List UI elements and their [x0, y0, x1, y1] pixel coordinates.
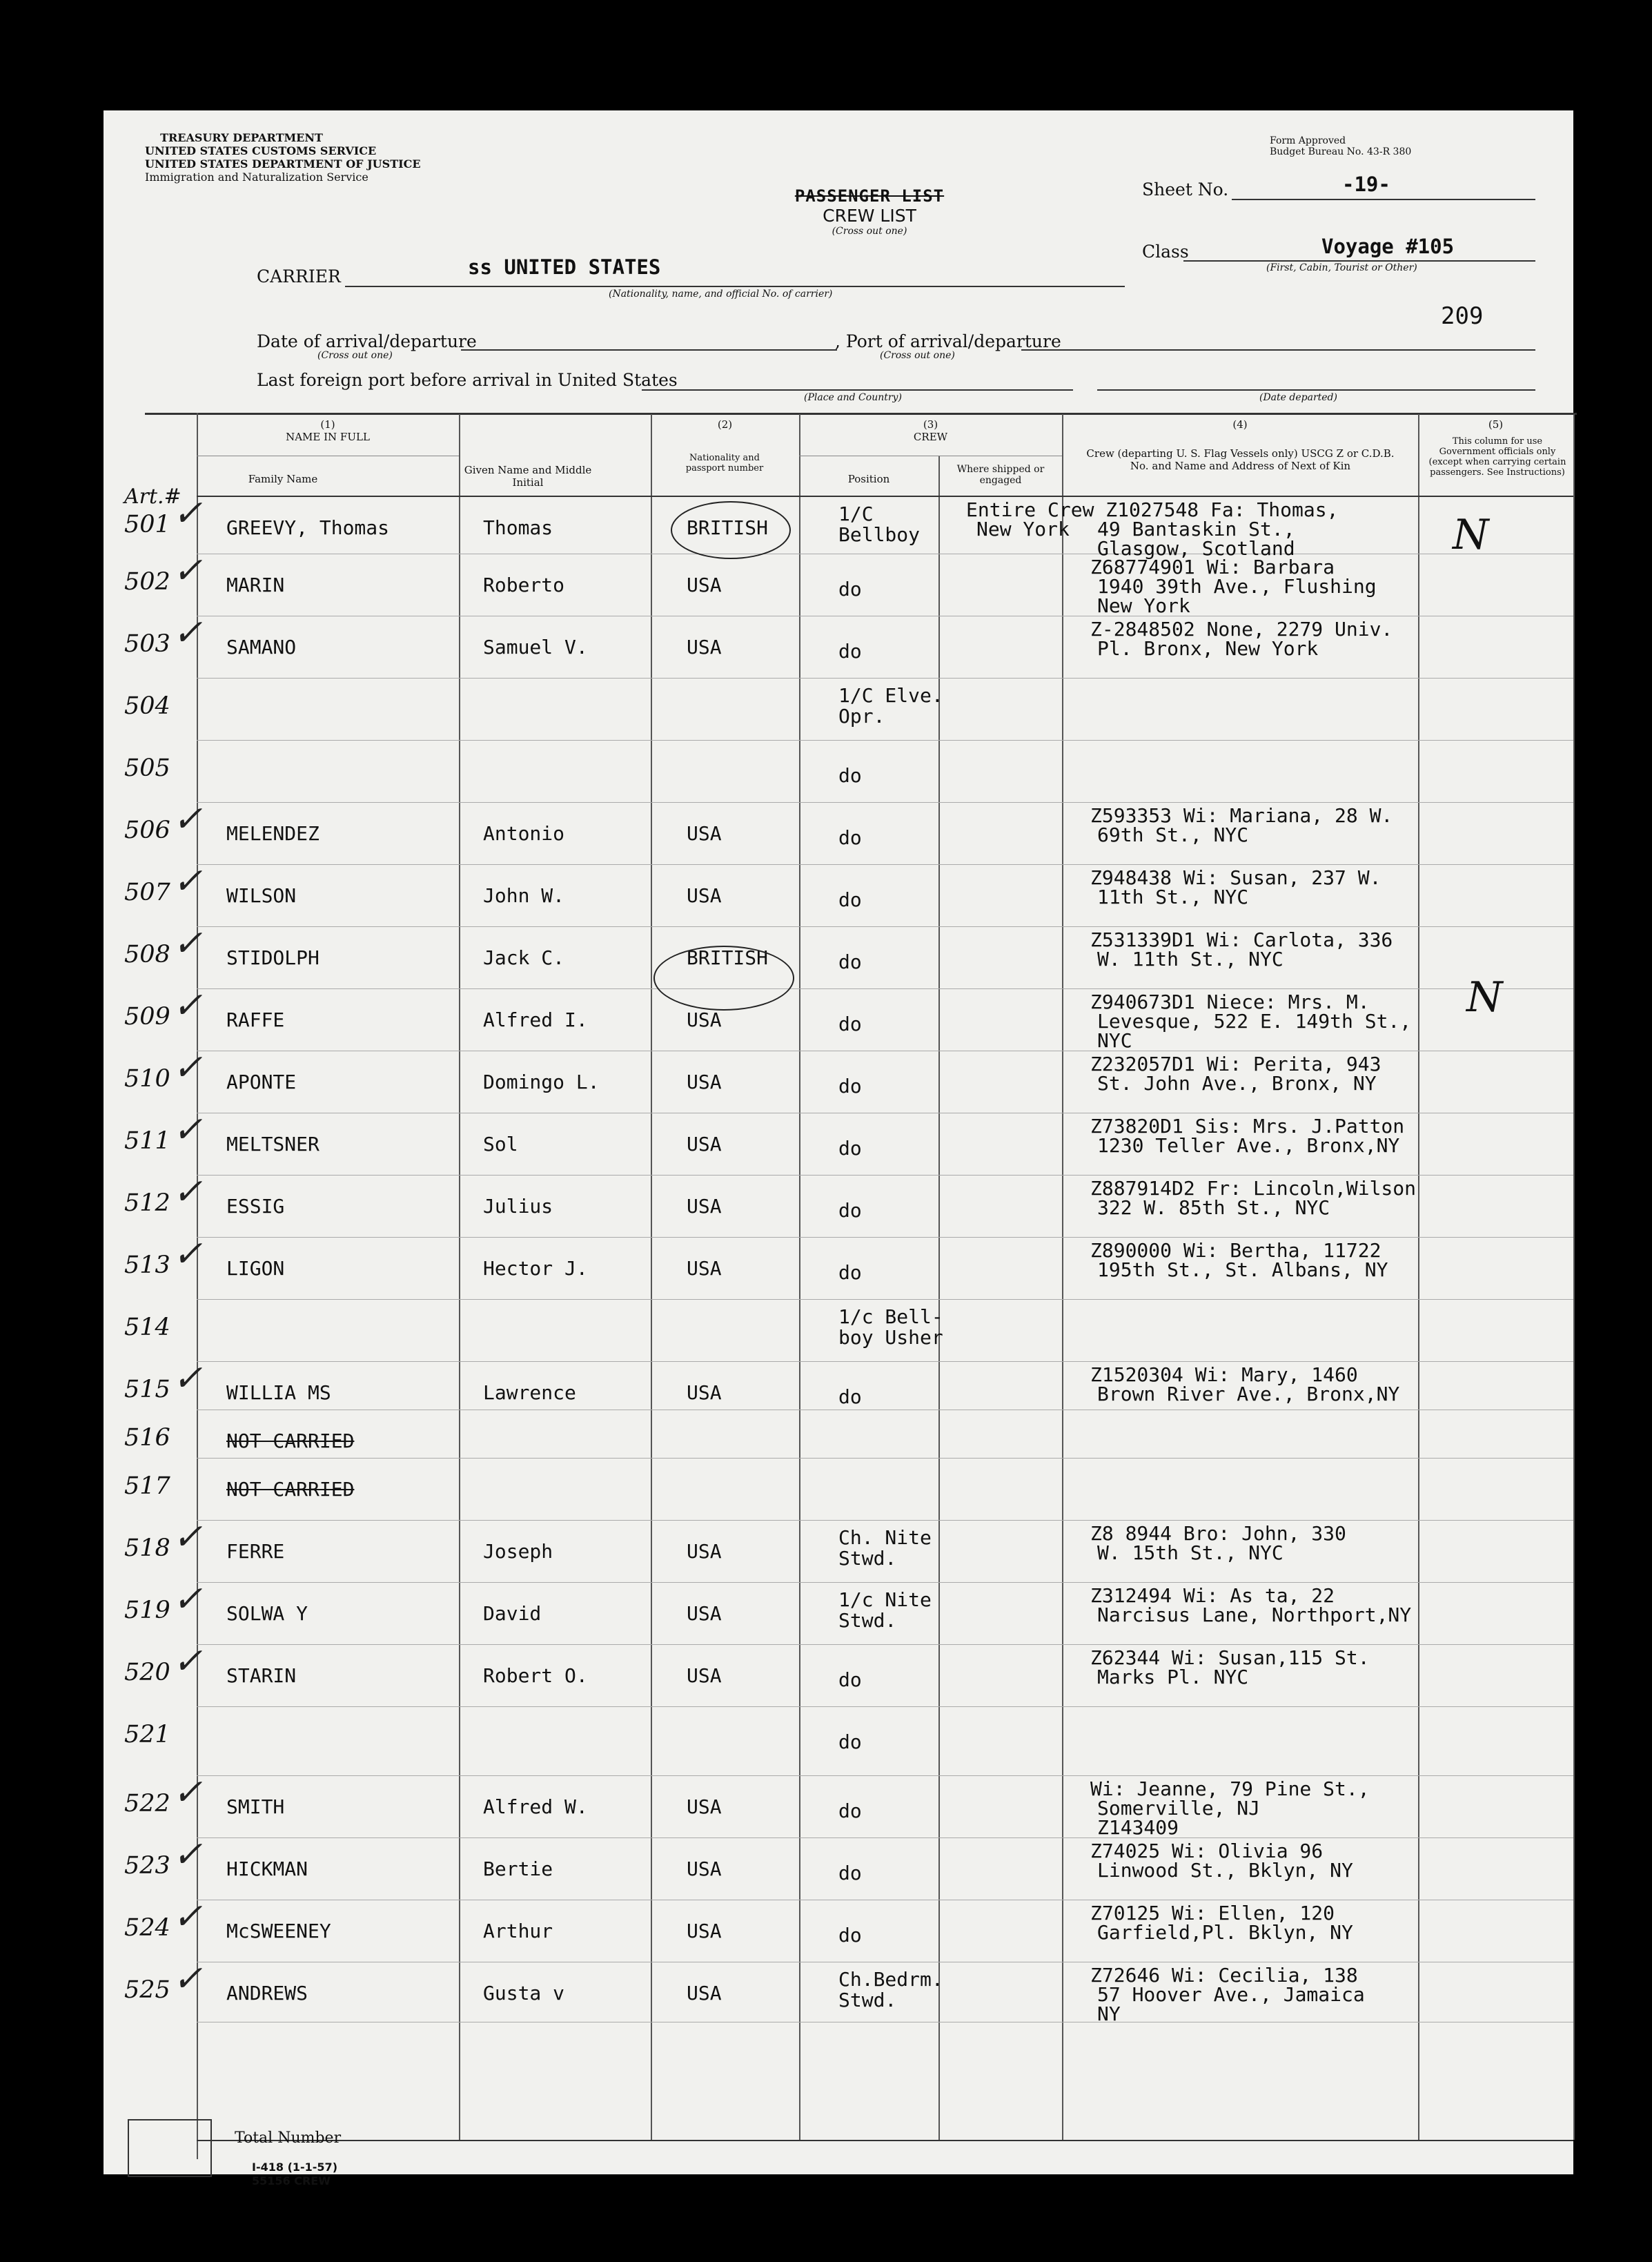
- given-name: Roberto: [483, 574, 565, 596]
- position: 1/c Nite: [838, 1588, 932, 1611]
- position: do: [838, 1261, 862, 1284]
- nationality: USA: [687, 1664, 722, 1687]
- table-row-divider: [197, 802, 1573, 803]
- art-number: 517: [124, 1472, 170, 1500]
- class-line: [1183, 260, 1535, 262]
- next-of-kin: Z1520304 Wi: Mary, 1460: [1090, 1363, 1358, 1386]
- next-of-kin-line2: 1230 Teller Ave., Bronx,NY: [1097, 1134, 1400, 1157]
- family-name: MELENDEZ: [226, 822, 319, 845]
- next-of-kin-line2: W. 15th St., NYC: [1097, 1541, 1284, 1564]
- art-number: 524: [124, 1914, 170, 1942]
- next-of-kin: Wi: Jeanne, 79 Pine St.,: [1090, 1777, 1370, 1800]
- check-mark: ✓: [173, 1517, 203, 1558]
- next-of-kin: Z890000 Wi: Bertha, 11722: [1090, 1239, 1381, 1262]
- check-mark: ✓: [173, 550, 203, 592]
- family-name: McSWEENEY: [226, 1920, 331, 1942]
- col3-title: CREW: [913, 431, 948, 443]
- art-number: 507: [124, 879, 170, 906]
- family-name: NOT CARRIED: [226, 1478, 355, 1501]
- next-of-kin: Z68774901 Wi: Barbara: [1090, 556, 1335, 578]
- next-of-kin-line2: W. 11th St., NYC: [1097, 948, 1284, 971]
- art-number: 521: [124, 1721, 170, 1748]
- nationality-circle: [653, 946, 794, 1011]
- nationality: USA: [687, 1858, 722, 1880]
- carrier-value: ss UNITED STATES: [468, 255, 661, 279]
- class-value: Voyage #105: [1321, 235, 1455, 258]
- art-number: 518: [124, 1534, 170, 1562]
- col1-heading: [197, 418, 459, 443]
- passenger-list-title: PASSENGER LIST: [794, 186, 945, 206]
- nationality: USA: [687, 1540, 722, 1563]
- nationality: USA: [687, 1602, 722, 1625]
- date-line: [461, 349, 837, 351]
- position: do: [838, 1013, 862, 1035]
- table-row-divider: [197, 740, 1573, 741]
- check-mark: ✓: [173, 1579, 203, 1620]
- position: do: [838, 1862, 862, 1884]
- position: Ch.Bedrm.: [838, 1968, 943, 1991]
- family-name: ANDREWS: [226, 1982, 308, 2005]
- next-of-kin-line3: Z143409: [1097, 1816, 1179, 1839]
- next-of-kin: Z531339D1 Wi: Carlota, 336: [1090, 928, 1393, 951]
- art-number: 509: [124, 1003, 170, 1031]
- next-of-kin-line2: 49 Bantaskin St.,: [1097, 518, 1295, 540]
- art-number: 513: [124, 1251, 170, 1279]
- port-line: [1021, 349, 1535, 351]
- nationality: USA: [687, 822, 722, 845]
- form-approved-line: Form Approved: [1270, 135, 1346, 146]
- position-line2: boy Usher: [838, 1326, 943, 1349]
- nationality: USA: [687, 1008, 722, 1031]
- given-name: Joseph: [483, 1540, 553, 1563]
- next-of-kin: Z8 8944 Bro: John, 330: [1090, 1522, 1346, 1545]
- total-number-label: Total Number: [235, 2129, 342, 2147]
- next-of-kin: Z74025 Wi: Olivia 96: [1090, 1840, 1324, 1862]
- where-shipped: New York: [976, 518, 1070, 540]
- family-name: STIDOLPH: [226, 946, 319, 969]
- check-mark: ✓: [173, 1958, 203, 2000]
- art-number: 504: [124, 692, 170, 720]
- art-number: 514: [124, 1314, 170, 1341]
- form-id: I-418 (1-1-57): [252, 2161, 337, 2174]
- col5-heading: This column for use Government officials only (except when carrying certain passengers. See Instructions): [1428, 436, 1566, 478]
- position: 1/C Elve.: [838, 684, 943, 707]
- sheet-value: -19-: [1342, 173, 1390, 196]
- given-name: Gusta v: [483, 1982, 565, 2005]
- given-name: Sol: [483, 1133, 518, 1156]
- next-of-kin-line2: Garfield,Pl. Bklyn, NY: [1097, 1921, 1353, 1944]
- next-of-kin-line2: Levesque, 522 E. 149th St.,: [1097, 1010, 1412, 1033]
- position: do: [838, 826, 862, 849]
- check-mark: ✓: [173, 493, 203, 534]
- next-of-kin: Z232057D1 Wi: Perita, 943: [1090, 1053, 1381, 1075]
- col-divider: [1573, 414, 1575, 2140]
- col-divider: [938, 456, 940, 2140]
- agency-line: UNITED STATES DEPARTMENT OF JUSTICE: [145, 157, 421, 170]
- next-of-kin: Z940673D1 Niece: Mrs. M.: [1090, 991, 1370, 1013]
- nationality: USA: [687, 1795, 722, 1818]
- family-name: ESSIG: [226, 1195, 285, 1218]
- next-of-kin: Entire Crew Z1027548 Fa: Thomas,: [966, 498, 1339, 521]
- date-arrival-label: Date of arrival/departure: [257, 331, 477, 351]
- family-name-heading: Family Name: [248, 473, 318, 485]
- col1-number: (1): [320, 418, 335, 431]
- family-name: WILLIA MS: [226, 1381, 331, 1404]
- next-of-kin-line2: Brown River Ave., Bronx,NY: [1097, 1383, 1400, 1405]
- position: do: [838, 950, 862, 973]
- next-of-kin-line2: 69th St., NYC: [1097, 823, 1249, 846]
- next-of-kin-line2: Somerville, NJ: [1097, 1797, 1261, 1820]
- next-of-kin-line2: 1940 39th Ave., Flushing: [1097, 575, 1377, 598]
- carrier-line: [345, 286, 1125, 287]
- art-label: Art.#: [124, 485, 181, 509]
- table-row-divider: [197, 864, 1573, 865]
- table-row-divider: [197, 678, 1573, 679]
- nationality: USA: [687, 1920, 722, 1942]
- check-mark: ✓: [173, 985, 203, 1026]
- art-number: 508: [124, 941, 170, 968]
- approval-mark: N: [1453, 511, 1489, 559]
- next-of-kin-line2: St. John Ave., Bronx, NY: [1097, 1072, 1377, 1095]
- cross-out-caption: (Cross out one): [832, 226, 907, 237]
- table-row-divider: [197, 1520, 1573, 1521]
- header-bottom-line: [197, 496, 1573, 497]
- nationality: USA: [687, 1071, 722, 1093]
- date-departed-caption: (Date departed): [1259, 392, 1337, 403]
- check-mark: ✓: [173, 1358, 203, 1399]
- position-line2: Stwd.: [838, 1609, 897, 1632]
- check-mark: ✓: [173, 1234, 203, 1275]
- family-name: LIGON: [226, 1257, 285, 1280]
- art-number: 503: [124, 630, 170, 658]
- nationality-circle: [671, 501, 791, 559]
- given-name: Arthur: [483, 1920, 553, 1942]
- check-mark: ✓: [173, 1109, 203, 1151]
- art-number: 520: [124, 1659, 170, 1686]
- given-name: Alfred I.: [483, 1008, 588, 1031]
- art-number: 505: [124, 754, 170, 782]
- table-row-divider: [197, 1361, 1573, 1362]
- position: do: [838, 888, 862, 911]
- col4-number: (4): [1232, 418, 1248, 431]
- next-of-kin: Z72646 Wi: Cecilia, 138: [1090, 1964, 1358, 1987]
- table-row-divider: [197, 1644, 1573, 1645]
- col-divider: [1418, 414, 1419, 2140]
- col1-title: NAME IN FULL: [286, 431, 370, 443]
- art-number: 515: [124, 1376, 170, 1403]
- check-mark: ✓: [173, 612, 203, 654]
- col-divider: [799, 414, 800, 2140]
- next-of-kin-line2: Pl. Bronx, New York: [1097, 637, 1319, 660]
- given-name: Robert O.: [483, 1664, 588, 1687]
- given-name: Julius: [483, 1195, 553, 1218]
- col5-number: (5): [1488, 418, 1504, 431]
- next-of-kin: Z312494 Wi: As ta, 22: [1090, 1584, 1335, 1607]
- check-mark: ✓: [173, 1641, 203, 1682]
- next-of-kin-line2: 57 Hoover Ave., Jamaica: [1097, 1983, 1365, 2006]
- title-block: [766, 186, 973, 237]
- family-name: SAMANO: [226, 636, 297, 659]
- col3-number: (3): [923, 418, 938, 431]
- art-number: 502: [124, 568, 170, 596]
- position: do: [838, 764, 862, 787]
- port-caption: (Cross out one): [880, 350, 955, 361]
- table-row-divider: [197, 1458, 1573, 1459]
- table-row-divider: [197, 926, 1573, 927]
- check-mark: ✓: [173, 1171, 203, 1213]
- port-arrival-label: , Port of arrival/departure: [835, 331, 1061, 351]
- col4-heading: Crew (departing U. S. Flag Vessels only) USCG Z or C.D.B. No. and Name and Address of Next of Kin: [1086, 447, 1395, 472]
- given-name: Hector J.: [483, 1257, 588, 1280]
- position: do: [838, 640, 862, 663]
- position: 1/C: [838, 503, 874, 525]
- nationality-heading: Nationality and passport number: [685, 453, 764, 474]
- check-mark: ✓: [173, 861, 203, 902]
- class-label: Class: [1142, 242, 1189, 262]
- position-line2: Opr.: [838, 705, 885, 728]
- art-number: 512: [124, 1189, 170, 1217]
- art-number: 516: [124, 1424, 170, 1452]
- sheet-line: [1232, 199, 1535, 200]
- position-line2: Bellboy: [838, 523, 921, 546]
- date-departed-line: [1097, 389, 1535, 391]
- form-approved: [1270, 135, 1411, 157]
- nationality: USA: [687, 1257, 722, 1280]
- agency-header: [145, 131, 421, 184]
- page-number: 209: [1441, 302, 1484, 330]
- next-of-kin: Z62344 Wi: Susan,115 St.: [1090, 1646, 1370, 1669]
- position-line2: Stwd.: [838, 1547, 897, 1570]
- nationality: USA: [687, 636, 722, 659]
- table-row-divider: [197, 1175, 1573, 1176]
- given-name: Alfred W.: [483, 1795, 588, 1818]
- next-of-kin-line2: 195th St., St. Albans, NY: [1097, 1258, 1388, 1281]
- carrier-caption: (Nationality, name, and official No. of carrier): [609, 289, 833, 300]
- next-of-kin-line3: NY: [1097, 2002, 1121, 2025]
- art-number: 525: [124, 1976, 170, 2004]
- position: do: [838, 1668, 862, 1691]
- family-name: FERRE: [226, 1540, 285, 1563]
- family-name: STARIN: [226, 1664, 297, 1687]
- next-of-kin-line2: Narcisus Lane, Northport,NY: [1097, 1603, 1412, 1626]
- family-name: WILSON: [226, 884, 297, 907]
- family-name: GREEVY, Thomas: [226, 516, 390, 539]
- nationality: USA: [687, 1133, 722, 1156]
- family-name: SOLWA Y: [226, 1602, 308, 1625]
- nationality: USA: [687, 574, 722, 596]
- family-name: HICKMAN: [226, 1858, 308, 1880]
- table-row-divider: [197, 1237, 1573, 1238]
- table-row-divider: [197, 1837, 1573, 1838]
- col2-number: (2): [717, 418, 733, 431]
- table-row-divider: [197, 1582, 1573, 1583]
- position-line2: Stwd.: [838, 1989, 897, 2011]
- col-divider: [651, 414, 652, 2140]
- crew-list-document: [104, 110, 1573, 2187]
- family-name: APONTE: [226, 1071, 297, 1093]
- given-name: John W.: [483, 884, 565, 907]
- nationality: BRITISH: [687, 946, 769, 969]
- next-of-kin-line3: NYC: [1097, 1029, 1132, 1052]
- given-name: David: [483, 1602, 542, 1625]
- given-name: Thomas: [483, 516, 553, 539]
- position-heading: Position: [847, 473, 890, 485]
- table-row-divider: [197, 1775, 1573, 1776]
- position: do: [838, 1924, 862, 1947]
- next-of-kin: Z887914D2 Fr: Lincoln,Wilson: [1090, 1177, 1417, 1200]
- family-name: MARIN: [226, 574, 285, 596]
- form-number: [252, 2161, 337, 2188]
- sheet-label: Sheet No.: [1142, 179, 1229, 199]
- nationality: USA: [687, 1982, 722, 2005]
- next-of-kin-line3: Glasgow, Scotland: [1097, 537, 1295, 560]
- art-number: 519: [124, 1597, 170, 1624]
- check-mark: ✓: [173, 1834, 203, 1875]
- next-of-kin-line2: Linwood St., Bklyn, NY: [1097, 1859, 1353, 1882]
- last-port-label: Last foreign port before arrival in United States: [257, 370, 678, 390]
- check-mark: ✓: [173, 923, 203, 964]
- art-number: 523: [124, 1852, 170, 1880]
- last-port-line: [642, 389, 1073, 391]
- art-number: 510: [124, 1065, 170, 1093]
- given-name: Domingo L.: [483, 1071, 600, 1093]
- col-divider: [1062, 414, 1063, 2140]
- col-divider: [459, 414, 460, 2140]
- approval-mark: N: [1466, 973, 1503, 1022]
- crew-list-title: CREW LIST: [823, 206, 916, 226]
- next-of-kin-line2: 11th St., NYC: [1097, 886, 1249, 908]
- check-mark: ✓: [173, 1896, 203, 1938]
- total-number-box: [128, 2119, 212, 2177]
- place-caption: (Place and Country): [804, 392, 902, 403]
- nationality: BRITISH: [687, 516, 769, 539]
- family-name: SMITH: [226, 1795, 285, 1818]
- next-of-kin: Z593353 Wi: Mariana, 28 W.: [1090, 804, 1393, 827]
- art-number: 522: [124, 1790, 170, 1817]
- next-of-kin: Z70125 Wi: Ellen, 120: [1090, 1902, 1335, 1924]
- table-row-divider: [197, 988, 1573, 989]
- given-name: Bertie: [483, 1858, 553, 1880]
- check-mark: ✓: [173, 799, 203, 840]
- table-row-divider: [197, 1706, 1573, 1707]
- where-shipped-heading: Where shipped or engaged: [956, 464, 1045, 486]
- given-name: Antonio: [483, 822, 565, 845]
- art-number: 511: [124, 1127, 170, 1155]
- family-name: MELTSNER: [226, 1133, 319, 1156]
- position: do: [838, 1730, 862, 1753]
- form-approved-line: Budget Bureau No. 43-R 380: [1270, 146, 1412, 157]
- check-mark: ✓: [173, 1772, 203, 1813]
- carrier-label: CARRIER: [257, 266, 341, 286]
- position: 1/c Bell-: [838, 1305, 943, 1328]
- position: do: [838, 1385, 862, 1408]
- table-row-divider: [197, 1299, 1573, 1300]
- family-name: NOT CARRIED: [226, 1430, 355, 1452]
- position: do: [838, 1199, 862, 1222]
- class-caption: (First, Cabin, Tourist or Other): [1266, 262, 1417, 273]
- agency-line: TREASURY DEPARTMENT: [160, 131, 323, 144]
- next-of-kin-line3: New York: [1097, 594, 1190, 617]
- next-of-kin: Z73820D1 Sis: Mrs. J.Patton: [1090, 1115, 1405, 1138]
- agency-line: UNITED STATES CUSTOMS SERVICE: [145, 144, 377, 157]
- given-name-heading: Given Name and Middle Initial: [464, 464, 592, 489]
- given-name: Samuel V.: [483, 636, 588, 659]
- table-bottom-line: [197, 2140, 1573, 2141]
- table-top-border: [145, 413, 1577, 415]
- family-name: RAFFE: [226, 1008, 285, 1031]
- art-number: 506: [124, 817, 170, 844]
- check-mark: ✓: [173, 1047, 203, 1089]
- next-of-kin: Z-2848502 None, 2279 Univ.: [1090, 618, 1393, 641]
- nationality: USA: [687, 884, 722, 907]
- position: do: [838, 1800, 862, 1822]
- art-number: 501: [124, 511, 170, 538]
- position: do: [838, 1075, 862, 1098]
- next-of-kin: Z948438 Wi: Susan, 237 W.: [1090, 866, 1381, 889]
- next-of-kin-line2: 322 W. 85th St., NYC: [1097, 1196, 1330, 1219]
- date-caption: (Cross out one): [317, 350, 393, 361]
- form-code: 55156 CREW: [252, 2174, 331, 2187]
- nationality: USA: [687, 1381, 722, 1404]
- col3-heading: [799, 418, 1062, 443]
- given-name: Lawrence: [483, 1381, 576, 1404]
- position: do: [838, 1137, 862, 1160]
- given-name: Jack C.: [483, 946, 565, 969]
- position: do: [838, 578, 862, 601]
- agency-line: Immigration and Naturalization Service: [145, 170, 368, 184]
- next-of-kin-line2: Marks Pl. NYC: [1097, 1666, 1249, 1688]
- position: Ch. Nite: [838, 1526, 932, 1549]
- nationality: USA: [687, 1195, 722, 1218]
